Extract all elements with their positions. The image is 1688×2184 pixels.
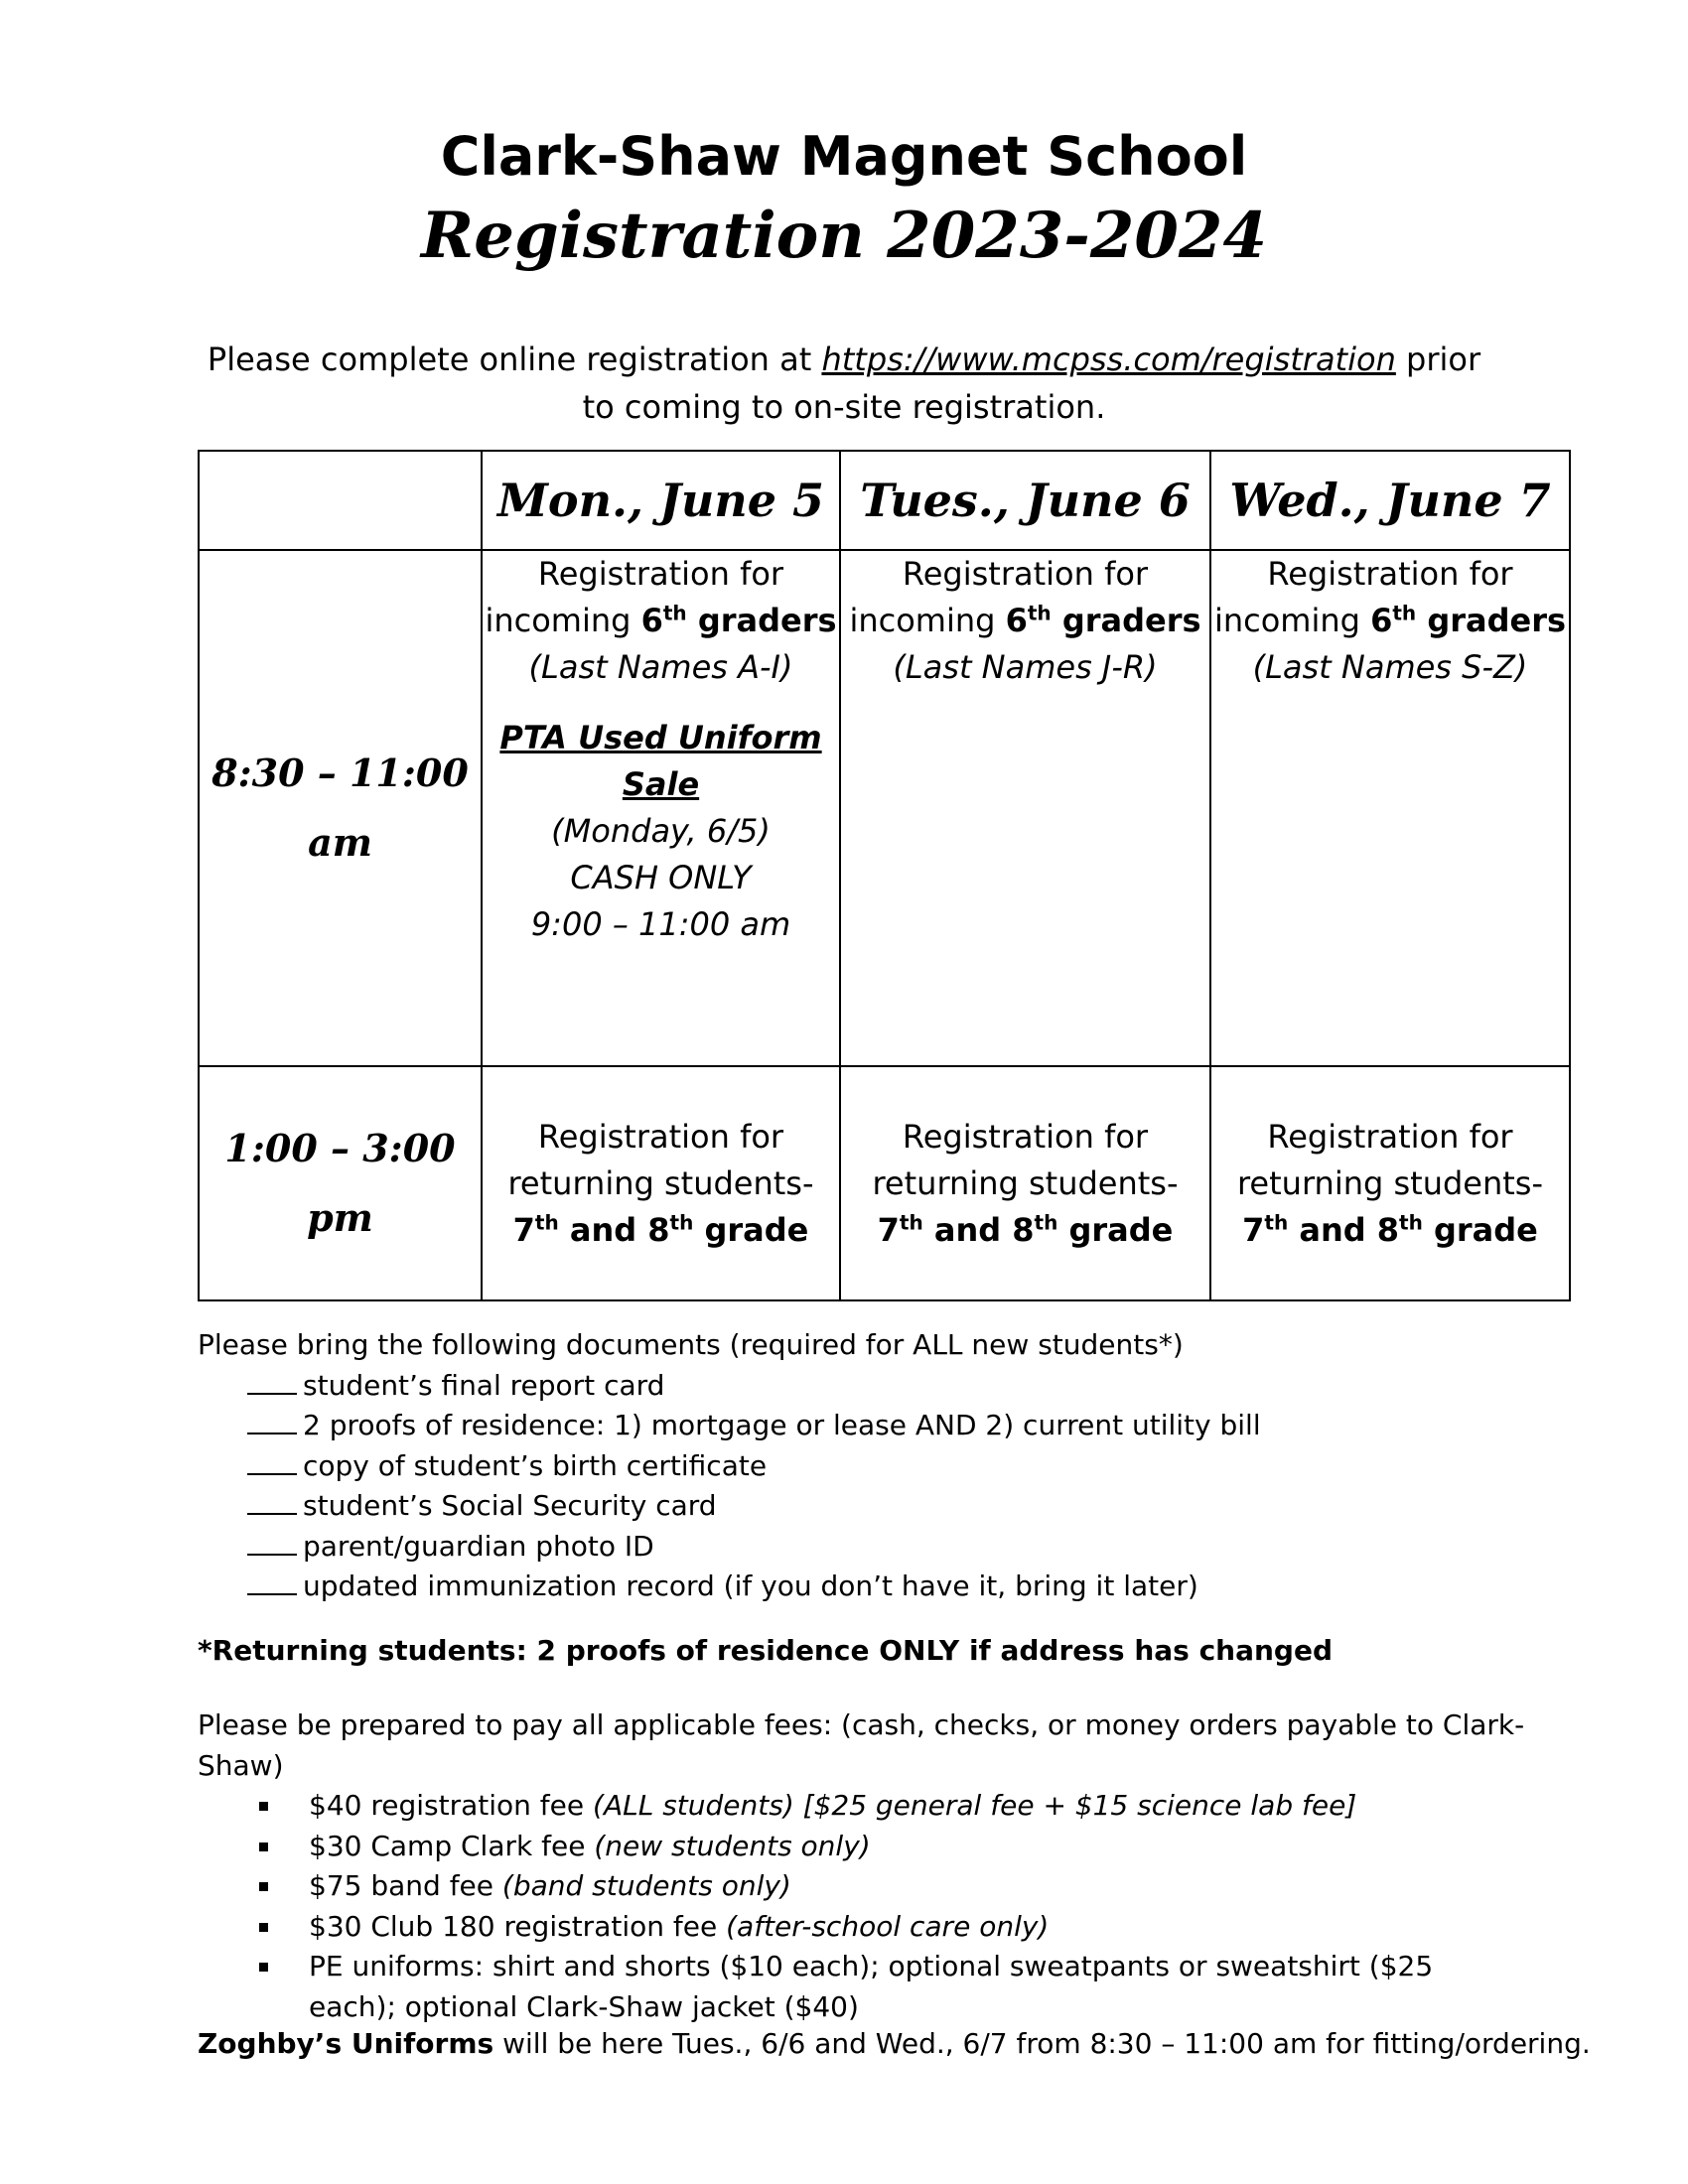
checkbox-blank [247,1528,297,1556]
schedule-row-pm [199,1066,1570,1300]
registration-link[interactable]: https://www.mcpss.com/registration [821,341,1396,378]
time-am-label: am [308,820,372,865]
last-names-range: (Last Names S-Z) [1252,648,1528,686]
bullet-icon [259,1843,268,1851]
grade-num: 6 [1005,602,1028,639]
grade-num: 6 [640,602,663,639]
grade-word: grade [693,1210,809,1249]
last-names-range: (Last Names J-R) [893,648,1158,686]
day-header-tue: Tues., June 6 [840,451,1210,550]
time-cell-pm [199,1066,482,1300]
grade-7-sup: th [1264,1209,1289,1234]
cell-wed-am [1210,550,1570,1066]
grade-word: graders [1051,602,1201,639]
time-cell-am [199,550,482,1066]
grade-word: graders [686,602,837,639]
reg-label: Registration for [902,1117,1149,1156]
intro-after: prior [1395,341,1481,378]
cell-wed-pm [1210,1066,1570,1300]
reg-label: Registration for [1267,555,1513,593]
pta-sale-time: 9:00 – 11:00 am [530,905,791,943]
schedule-table [198,450,1571,1301]
uniforms-details: will be here Tues., 6/6 and Wed., 6/7 from 8:30 – 11:00 am for fitting/ordering. [493,2027,1591,2060]
schedule-row-am [199,550,1570,1066]
document-item: 2 proofs of residence: 1) mortgage or lease AND 2) current utility bill [198,1406,1588,1446]
schedule-header-row [199,451,1570,550]
day-header-mon: Mon., June 5 [482,451,840,550]
documents-heading: Please bring the following documents (required for ALL new students*) [198,1328,1184,1361]
pta-cash-only: CASH ONLY [570,859,752,896]
intro-before: Please complete online registration at [207,341,822,378]
cell-mon-pm [482,1066,840,1300]
uniforms-note [198,2027,1591,2060]
incoming-label: incoming [485,602,641,639]
incoming-label: incoming [849,602,1006,639]
returning-students-note: *Returning students: 2 proofs of residence ONLY if address has changed [198,1634,1334,1667]
returning-label: returning students- [1236,1163,1544,1202]
document-item: updated immunization record (if you don’t have it, bring it later) [198,1567,1588,1607]
fee-item: $30 Camp Clark fee (new students only) [198,1827,1588,1867]
checkbox-blank [247,1447,297,1475]
corner-cell [199,451,482,550]
document-item: student’s final report card [198,1366,1588,1407]
fees-heading: Please be prepared to pay all applicable fees: (cash, checks, or money orders payable to Clark-Shaw) [198,1708,1525,1782]
registration-title: Registration 2023-2024 [421,199,1267,273]
checkbox-blank [247,1407,297,1434]
cell-mon-am [482,550,840,1066]
day-header-wed: Wed., June 7 [1210,451,1570,550]
returning-label: returning students- [872,1163,1179,1202]
uniforms-vendor: Zoghby’s Uniforms [198,2027,494,2060]
grade-and-8: and 8 [922,1210,1035,1249]
grade-8-sup: th [1034,1209,1058,1234]
reg-label: Registration for [1267,1117,1513,1156]
fee-item: $75 band fee (band students only) [198,1866,1588,1907]
fee-item: PE uniforms: shirt and shorts ($10 each); optional sweatpants or sweatshirt ($25 each); optional Clark-Shaw jacket ($40) [198,1947,1588,2027]
grade-8-sup: th [669,1209,694,1234]
cell-tue-pm [840,1066,1210,1300]
documents-section [198,1325,1588,1607]
grade-7: 7 [1242,1210,1265,1249]
grade-sup: th [1027,601,1052,625]
document-item: student’s Social Security card [198,1486,1588,1527]
bullet-icon [259,1923,268,1932]
grade-sup: th [1392,601,1417,625]
grade-word: graders [1416,602,1567,639]
reg-label: Registration for [537,1117,784,1156]
time-pm-label: pm [307,1195,373,1240]
returning-label: returning students- [507,1163,814,1202]
time-am-range: 8:30 – 11:00 [211,751,469,795]
fee-item: $30 Club 180 registration fee (after-school care only) [198,1907,1588,1948]
reg-label: Registration for [902,555,1149,593]
grade-word: grade [1422,1210,1538,1249]
reg-label: Registration for [537,555,784,593]
grade-7-sup: th [899,1209,923,1234]
grade-word: grade [1057,1210,1174,1249]
bullet-icon [259,1882,268,1891]
intro-line2: to coming to on-site registration. [582,388,1106,426]
time-pm-range: 1:00 – 3:00 [224,1126,456,1170]
grade-7: 7 [512,1210,535,1249]
grade-num: 6 [1370,602,1393,639]
pta-sale-date: (Monday, 6/5) [551,812,771,850]
fees-list [198,1786,1588,2027]
checkbox-blank [247,1568,297,1595]
intro-text [149,336,1539,431]
grade-sup: th [662,601,687,625]
school-title: Clark-Shaw Magnet School [440,125,1248,188]
grade-7: 7 [877,1210,900,1249]
bullet-icon [259,1802,268,1811]
bullet-icon [259,1963,268,1972]
document-item: copy of student’s birth certificate [198,1446,1588,1487]
pta-sale-title-2: Sale [622,765,700,803]
checkbox-blank [247,1487,297,1515]
pta-sale-title-1: PTA Used Uniform [499,719,822,756]
cell-tue-am [840,550,1210,1066]
fees-section [198,1706,1588,2027]
grade-7-sup: th [534,1209,559,1234]
grade-and-8: and 8 [1288,1210,1400,1249]
grade-8-sup: th [1399,1209,1423,1234]
last-names-range: (Last Names A-I) [528,648,793,686]
grade-and-8: and 8 [558,1210,670,1249]
checkbox-blank [247,1367,297,1395]
fee-item: $40 registration fee (ALL students) [$25 general fee + $15 science lab fee] [198,1786,1588,1827]
incoming-label: incoming [1213,602,1371,639]
document-item: parent/guardian photo ID [198,1527,1588,1568]
